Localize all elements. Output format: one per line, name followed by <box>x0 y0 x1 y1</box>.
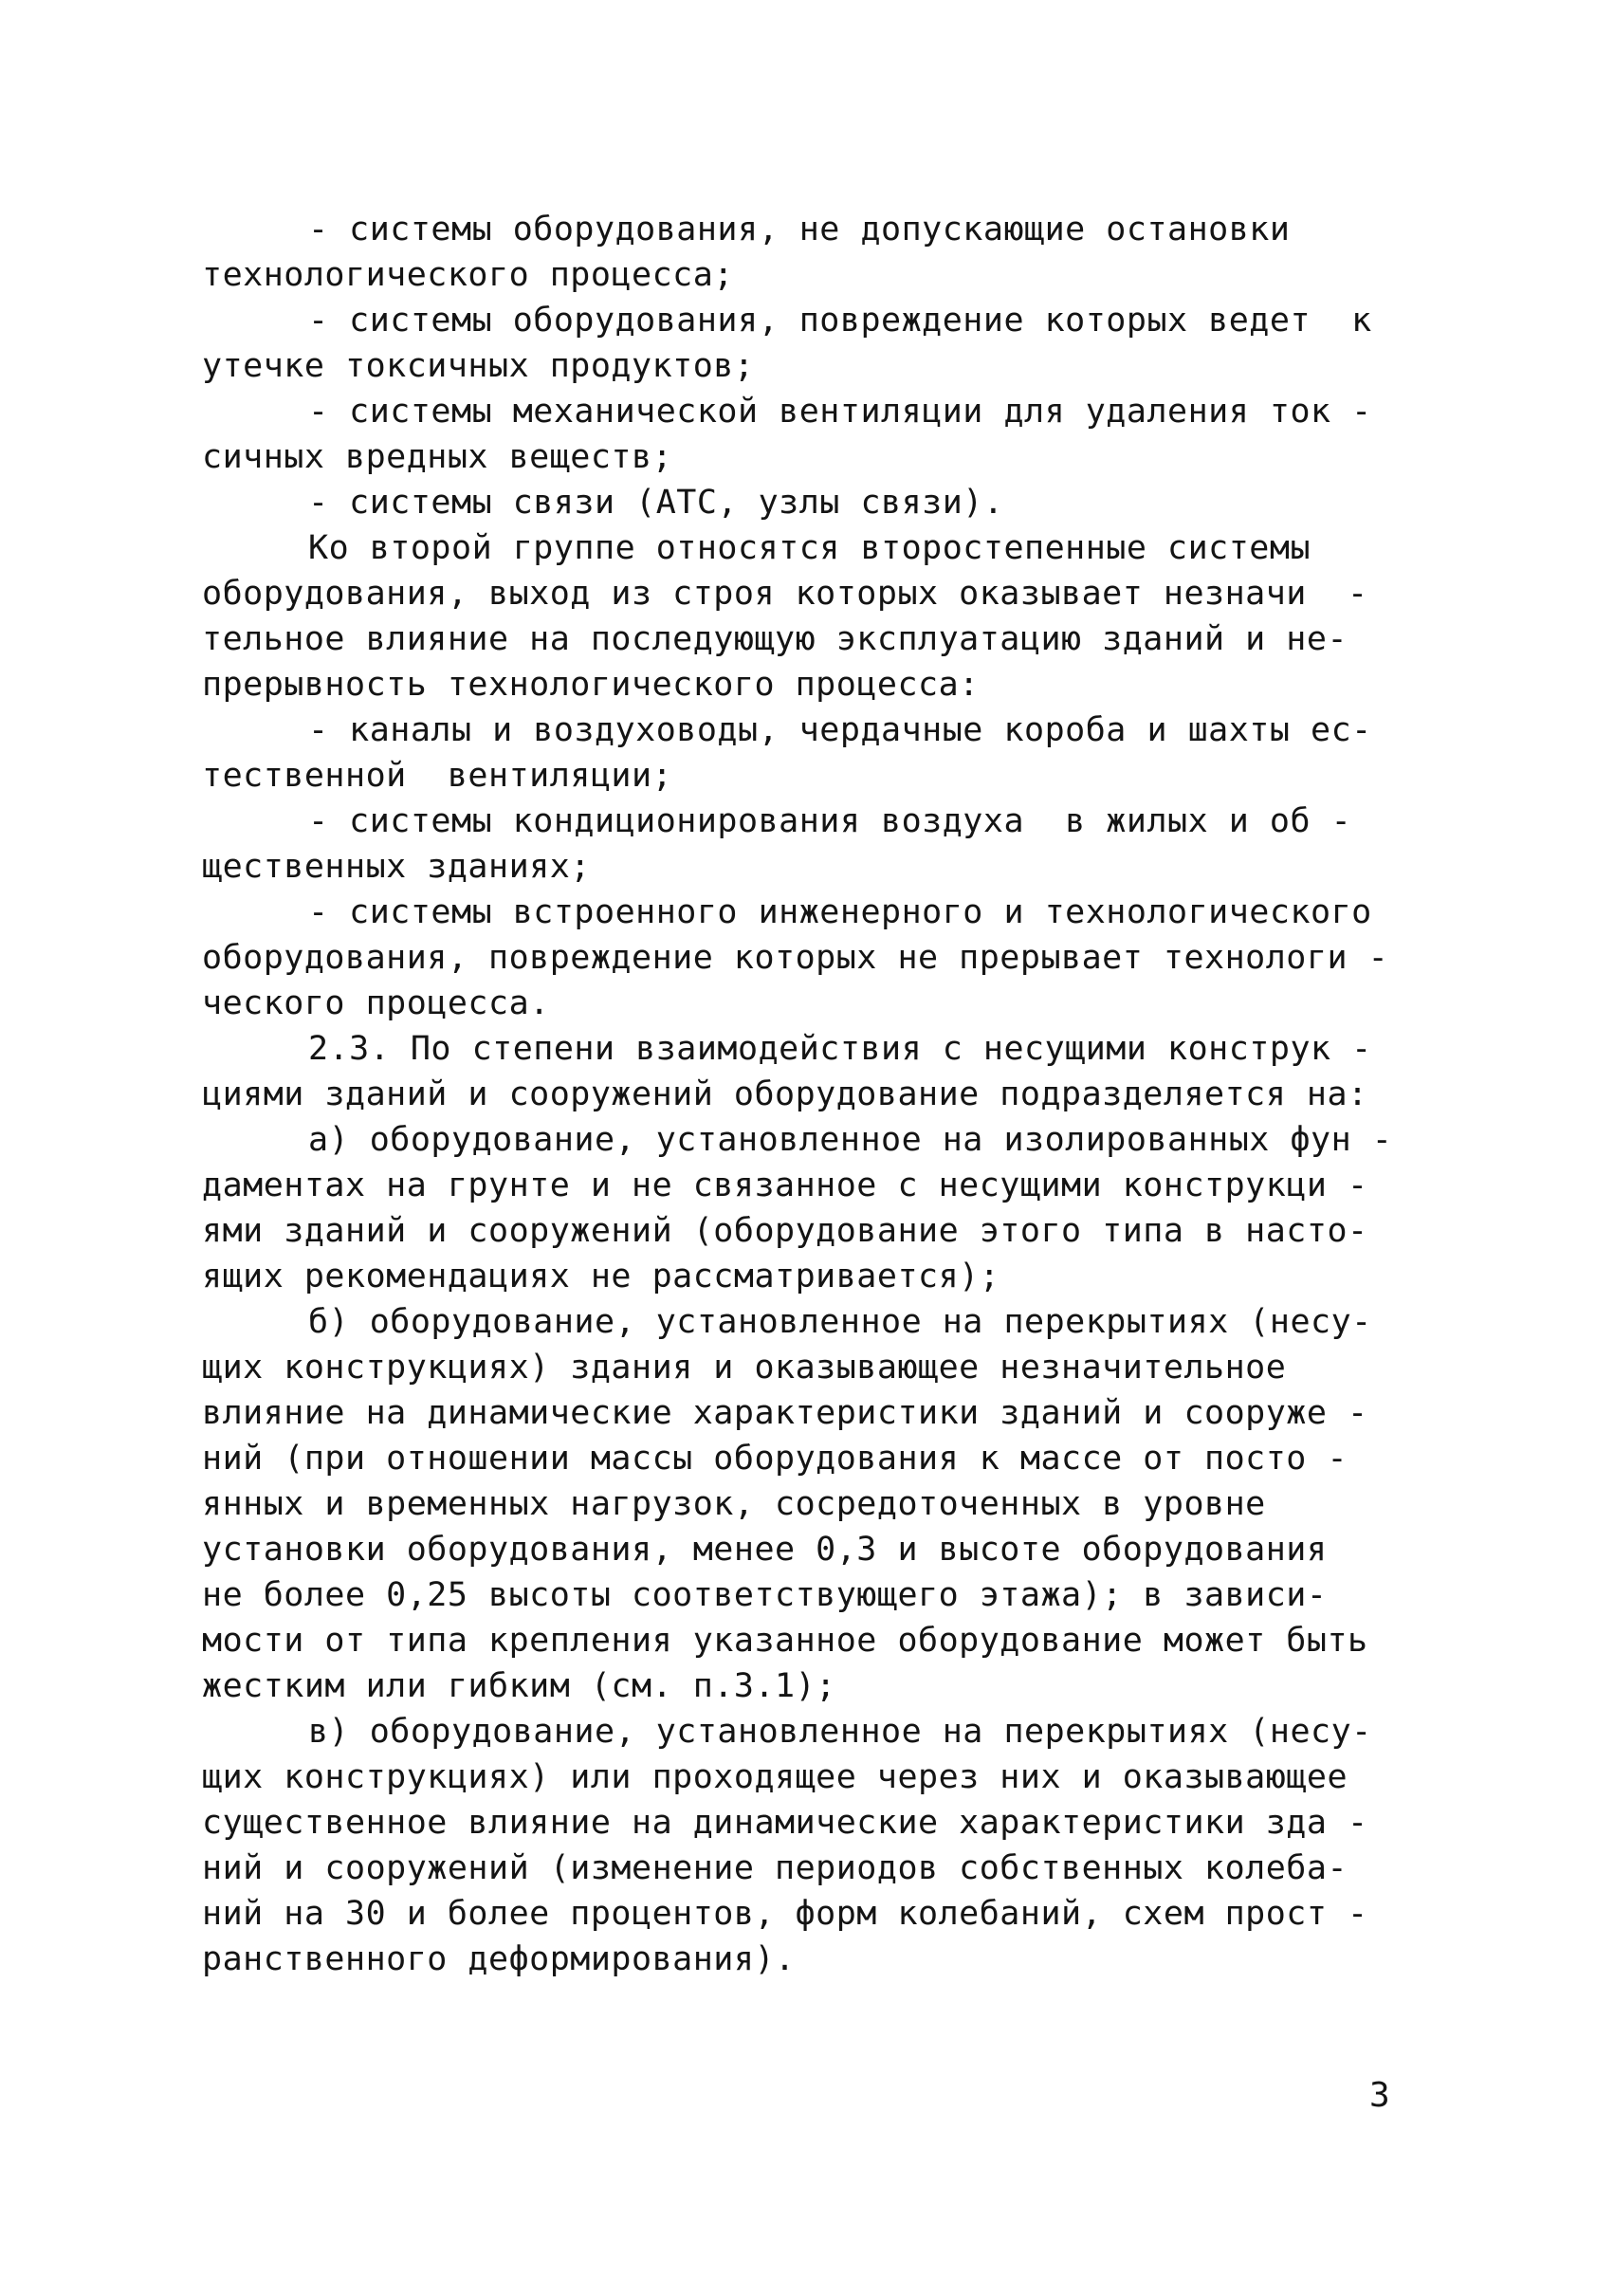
text-line: - системы связи (АТС, узлы связи). <box>308 484 1004 522</box>
text-line: щих конструкциях) или проходящее через них и оказывающее <box>202 1758 1348 1796</box>
text-line: тельное влияние на последующую эксплуатацию зданий и не- <box>202 620 1348 658</box>
text-line: - системы встроенного инженерного и технологического <box>308 893 1372 931</box>
text-line: ний на 30 и более процентов, форм колебаний, схем прост - <box>202 1895 1368 1933</box>
text-line: мости от типа крепления указанное оборудование может быть <box>202 1622 1368 1660</box>
text-line: 2.3. По степени взаимодействия с несущими конструк - <box>308 1030 1372 1068</box>
text-line: ранственного деформирования). <box>202 1940 796 1978</box>
text-line: - системы кондиционирования воздуха в жилых и об - <box>308 802 1352 840</box>
text-line: ческого процесса. <box>202 984 550 1022</box>
text-line: щих конструкциях) здания и оказывающее незначительное <box>202 1349 1287 1387</box>
text-line: ний и сооружений (изменение периодов собственных колеба- <box>202 1849 1348 1887</box>
text-line: даментах на грунте и не связанное с несущими конструкци - <box>202 1166 1368 1204</box>
text-line: не более 0,25 высоты соответствующего этажа); в зависи- <box>202 1576 1328 1614</box>
text-line: установки оборудования, менее 0,3 и высоте оборудования <box>202 1531 1328 1569</box>
text-line: влияние на динамические характеристики зданий и сооруже - <box>202 1394 1368 1432</box>
text-line: янных и временных нагрузок, сосредоточенных в уровне <box>202 1485 1266 1523</box>
text-line: жестким или гибким (см. п.3.1); <box>202 1667 836 1705</box>
text-line: а) оборудование, установленное на изолированных фун - <box>308 1121 1393 1159</box>
text-line: существенное влияние на динамические характеристики зда - <box>202 1804 1368 1842</box>
body-text <box>202 207 1444 1982</box>
text-line: щественных зданиях; <box>202 848 591 886</box>
text-line: утечке токсичных продуктов; <box>202 347 755 385</box>
text-line: сичных вредных веществ; <box>202 438 673 476</box>
text-line: технологического процесса; <box>202 256 734 294</box>
text-line: оборудования, выход из строя которых оказывает незначи - <box>202 575 1368 613</box>
text-line: циями зданий и сооружений оборудование подразделяется на: <box>202 1075 1368 1113</box>
text-line: прерывность технологического процесса: <box>202 666 980 704</box>
text-line: оборудования, повреждение которых не прерывает технологи - <box>202 939 1389 977</box>
text-line: Ко второй группе относятся второстепенные системы <box>308 529 1311 567</box>
text-line: ящих рекомендациях не рассматривается); <box>202 1258 1000 1295</box>
text-line: - системы механической вентиляции для удаления ток - <box>308 393 1372 431</box>
page-number: 3 <box>1369 2076 1390 2115</box>
text-line: - каналы и воздуховоды, чердачные короба и шахты ес- <box>308 711 1372 749</box>
text-line: ний (при отношении массы оборудования к массе от посто - <box>202 1440 1348 1478</box>
text-line: - системы оборудования, повреждение которых ведет к <box>308 302 1372 340</box>
text-line: ями зданий и сооружений (оборудование этого типа в насто- <box>202 1212 1368 1250</box>
text-line: - системы оборудования, не допускающие остановки <box>308 211 1291 248</box>
text-line: б) оборудование, установленное на перекрытиях (несу- <box>308 1303 1372 1341</box>
text-line: тественной вентиляции; <box>202 757 673 795</box>
text-line: в) оборудование, установленное на перекрытиях (несу- <box>308 1713 1372 1751</box>
